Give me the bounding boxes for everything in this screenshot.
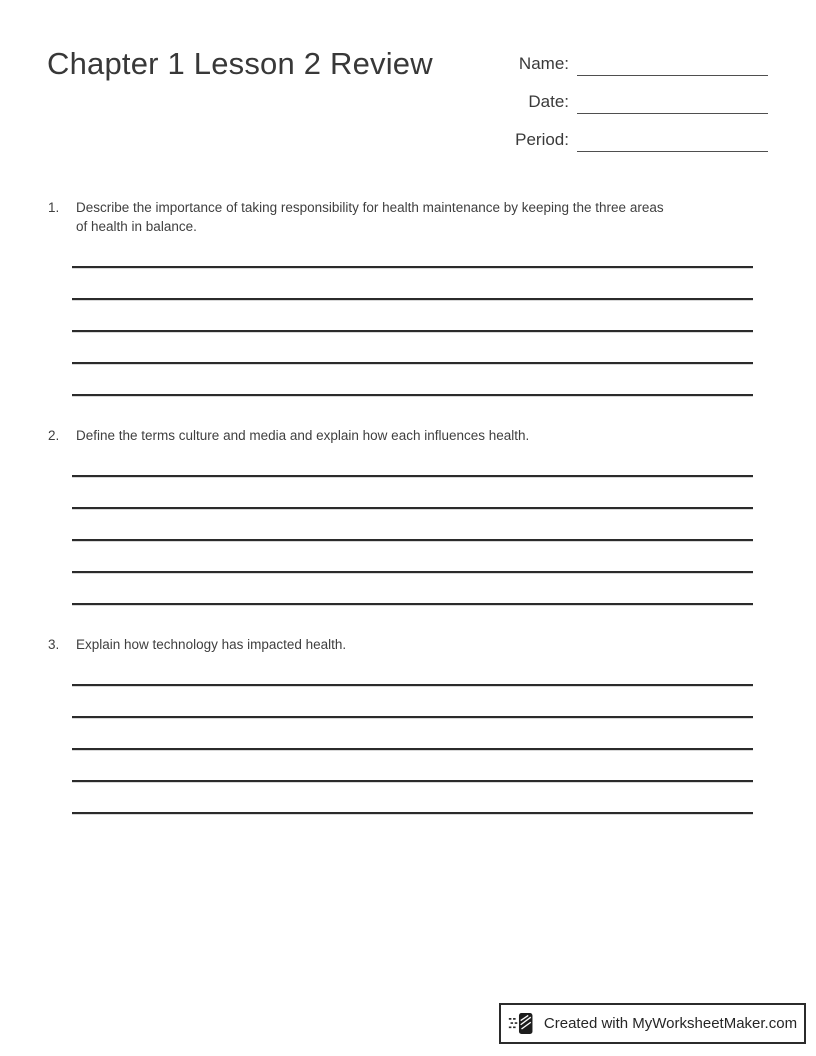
question-text-line: Define the terms culture and media and explain how each influences health. xyxy=(76,428,530,443)
answer-line[interactable] xyxy=(72,394,753,396)
name-field-row xyxy=(515,38,768,76)
question-block-2 xyxy=(48,426,753,605)
answer-line[interactable] xyxy=(72,748,753,750)
answer-line[interactable] xyxy=(72,716,753,718)
answer-line[interactable] xyxy=(72,812,753,814)
question-number: 3. xyxy=(48,637,60,652)
question-text-line: Describe the importance of taking responsibility for health maintenance by keeping the three areas xyxy=(76,200,664,215)
answer-line[interactable] xyxy=(72,475,753,477)
worksheet-title: Chapter 1 Lesson 2 Review xyxy=(47,46,433,81)
name-input-line[interactable] xyxy=(577,50,768,76)
answer-line[interactable] xyxy=(72,330,753,332)
answer-line[interactable] xyxy=(72,603,753,605)
date-field-row xyxy=(515,76,768,114)
period-label: Period: xyxy=(515,130,569,150)
student-info-block xyxy=(515,38,768,152)
question-text xyxy=(76,198,664,236)
answer-lines-group xyxy=(48,684,753,814)
period-input-line[interactable] xyxy=(577,126,768,152)
period-field-row xyxy=(515,114,768,152)
name-label: Name: xyxy=(518,54,569,74)
question-number: 1. xyxy=(48,200,60,215)
questions-area xyxy=(48,198,753,814)
question-block-1 xyxy=(48,198,753,396)
question-text xyxy=(76,635,346,654)
answer-line[interactable] xyxy=(72,507,753,509)
question-text-line: of health in balance. xyxy=(76,219,197,234)
question-text xyxy=(76,426,529,445)
answer-line[interactable] xyxy=(72,571,753,573)
answer-line[interactable] xyxy=(72,266,753,268)
worksheetmaker-credit-badge[interactable] xyxy=(499,1003,806,1044)
answer-line[interactable] xyxy=(72,298,753,300)
answer-line[interactable] xyxy=(72,684,753,686)
answer-lines-group xyxy=(48,266,753,396)
answer-lines-group xyxy=(48,475,753,605)
date-input-line[interactable] xyxy=(577,88,768,114)
answer-line[interactable] xyxy=(72,780,753,782)
answer-line[interactable] xyxy=(72,362,753,364)
question-number: 2. xyxy=(48,428,60,443)
flying-worksheet-icon xyxy=(508,1011,535,1036)
question-text-line: Explain how technology has impacted health. xyxy=(76,637,347,652)
question-block-3 xyxy=(48,635,753,814)
credit-text: Created with MyWorksheetMaker.com xyxy=(543,1015,798,1032)
date-label: Date: xyxy=(528,92,569,112)
answer-line[interactable] xyxy=(72,539,753,541)
